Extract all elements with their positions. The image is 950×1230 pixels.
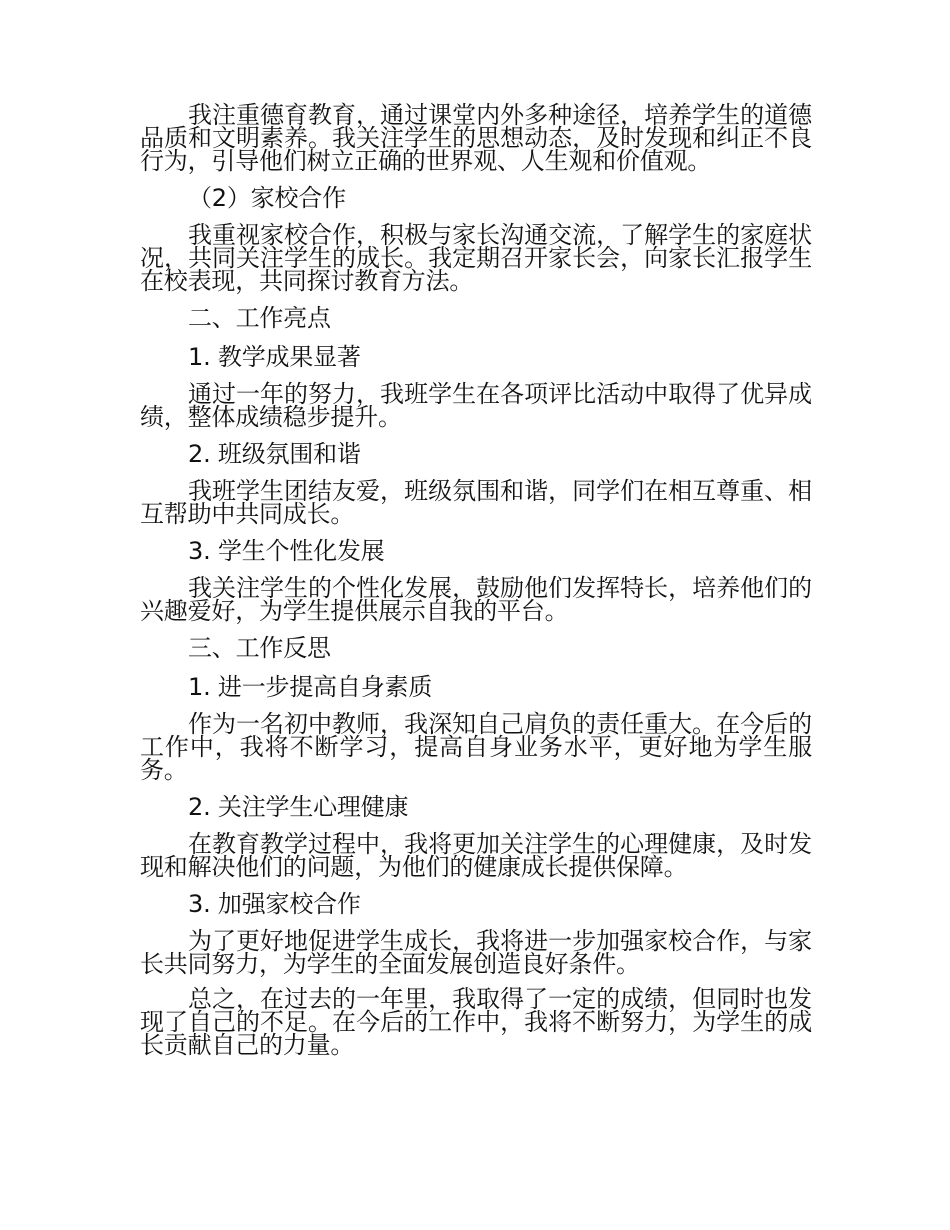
document-page	[140, 101, 812, 1069]
subheading-home-school: （2）家校合作	[188, 184, 346, 212]
subheading-self-improvement: 1. 进一步提高自身素质	[188, 673, 433, 701]
paragraph-individual: 我关注学生的个性化发展，鼓励他们发挥特长，培养他们的兴趣爱好，为学生提供展示自我的平台。	[140, 574, 812, 625]
paragraph-home-school: 我重视家校合作，积极与家长沟通交流，了解学生的家庭状况，共同关注学生的成长。我定期召开家长会，向家长汇报学生在校表现，共同探讨教育方法。	[140, 221, 812, 295]
paragraph-results: 通过一年的努力，我班学生在各项评比活动中取得了优异成绩，整体成绩稳步提升。	[140, 380, 812, 431]
paragraph-mental-health: 在教育教学过程中，我将更加关注学生的心理健康，及时发现和解决他们的问题，为他们的健康成长提供保障。	[140, 830, 812, 881]
subheading-mental-health: 2. 关注学生心理健康	[188, 793, 409, 821]
paragraph-strengthen-cooperation: 为了更好地促进学生成长，我将进一步加强家校合作，与家长共同努力，为学生的全面发展创造良好条件。	[140, 927, 812, 978]
paragraph-moral-education: 我注重德育教育，通过课堂内外多种途径，培养学生的道德品质和文明素养。我关注学生的思想动态，及时发现和纠正不良行为，引导他们树立正确的世界观、人生观和价值观。	[140, 101, 812, 175]
subheading-strengthen-cooperation: 3. 加强家校合作	[188, 890, 361, 918]
section-heading-highlights: 二、工作亮点	[188, 304, 331, 332]
paragraph-atmosphere: 我班学生团结友爱，班级氛围和谐，同学们在相互尊重、相互帮助中共同成长。	[140, 477, 812, 528]
subheading-individual: 3. 学生个性化发展	[188, 537, 385, 565]
subheading-results: 1. 教学成果显著	[188, 343, 361, 371]
paragraph-self-improvement: 作为一名初中教师，我深知自己肩负的责任重大。在今后的工作中，我将不断学习，提高自身业务水平，更好地为学生服务。	[140, 710, 812, 784]
section-heading-reflection: 三、工作反思	[188, 634, 331, 662]
subheading-atmosphere: 2. 班级氛围和谐	[188, 440, 361, 468]
paragraph-conclusion: 总之，在过去的一年里，我取得了一定的成绩，但同时也发现了自己的不足。在今后的工作中，我将不断努力，为学生的成长贡献自己的力量。	[140, 985, 812, 1059]
